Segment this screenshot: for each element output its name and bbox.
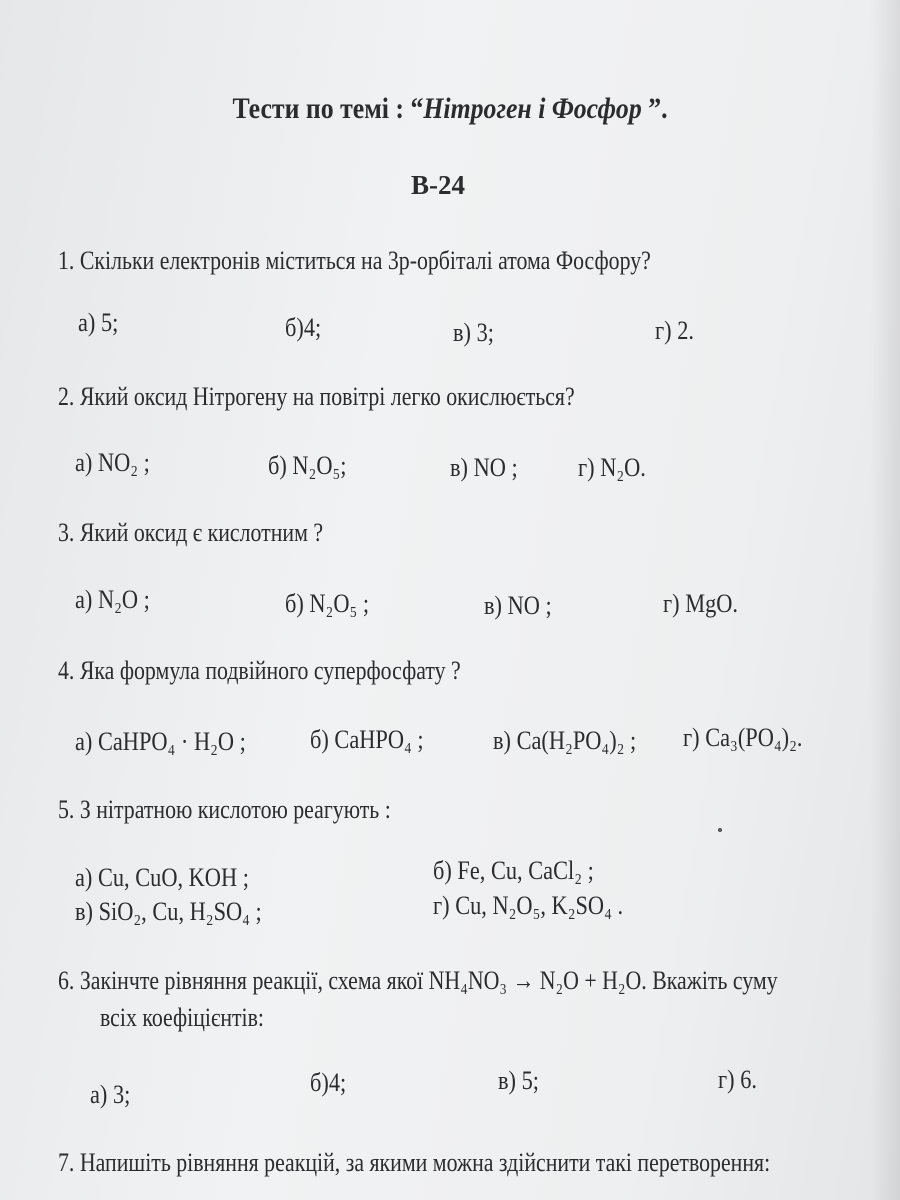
- q3-option-d: г) MgO.: [663, 589, 739, 618]
- q4-option-c: в) Ca(H₂PO₄)₂ ;: [493, 726, 637, 755]
- question-1: 1. Скільки електронів міститься на 3р-орбіталі атома Фосфору?: [58, 246, 651, 275]
- question-2: 2. Який оксид Нітрогену на повітрі легко окислюється?: [58, 382, 575, 411]
- question-3: 3. Який оксид є кислотним ?: [58, 518, 324, 547]
- title-prefix: Тести по темі : “: [232, 92, 424, 125]
- q1-option-a: а) 5;: [78, 308, 119, 337]
- q5-option-a: а) Cu, CuO, KOH ;: [75, 863, 249, 892]
- question-7: 7. Напишіть рівняння реакцій, за якими можна здійснити такі перетворення:: [58, 1148, 771, 1177]
- q2-option-a: а) NO₂ ;: [75, 448, 150, 477]
- q4-option-a: а) CaHPO₄ · H₂O ;: [75, 727, 246, 756]
- q6-option-d: г) 6.: [718, 1065, 757, 1094]
- q5-option-c: в) SiO₂, Cu, H₂SO₄ ;: [75, 897, 262, 926]
- title-topic: Нітроген і Фосфор: [423, 92, 642, 125]
- q2-option-c: в) NO ;: [450, 453, 518, 482]
- ink-speck: [718, 828, 722, 832]
- q5-option-d: г) Cu, N₂O₅, K₂SO₄ .: [433, 891, 624, 920]
- q3-option-b: б) N₂O₅ ;: [285, 589, 370, 618]
- variant-label: В-24: [411, 170, 465, 200]
- document-title: [63, 92, 837, 126]
- q1-option-c: в) 3;: [453, 318, 494, 347]
- q5-option-b: б) Fe, Cu, CaCl₂ ;: [433, 856, 594, 885]
- q3-option-a: а) N₂O ;: [75, 585, 150, 614]
- q4-option-b: б) CaHPO₄ ;: [310, 725, 424, 754]
- q6-option-a: а) 3;: [90, 1080, 131, 1109]
- q1-option-d: г) 2.: [655, 316, 694, 345]
- q2-option-b: б) N₂O₅;: [268, 451, 347, 480]
- question-5: 5. З нітратною кислотою реагують :: [58, 795, 391, 824]
- q2-option-d: г) N₂O.: [578, 453, 646, 482]
- q4-option-d: г) Ca₃(PO₄)₂.: [683, 723, 803, 752]
- title-suffix: ”.: [641, 92, 668, 125]
- q1-option-b: б)4;: [285, 313, 322, 342]
- question-6: 6. Закінчте рівняння реакції, схема якої NH₄NO₃ → N₂O + H₂O. Вкажіть суму: [58, 966, 778, 995]
- q6-option-b: б)4;: [310, 1068, 347, 1097]
- q6-option-c: в) 5;: [498, 1066, 539, 1095]
- q3-option-c: в) NO ;: [484, 591, 552, 620]
- question-4: 4. Яка формула подвійного суперфосфату ?: [58, 656, 461, 685]
- question-6-continuation: всіх коефіцієнтів:: [100, 1003, 265, 1032]
